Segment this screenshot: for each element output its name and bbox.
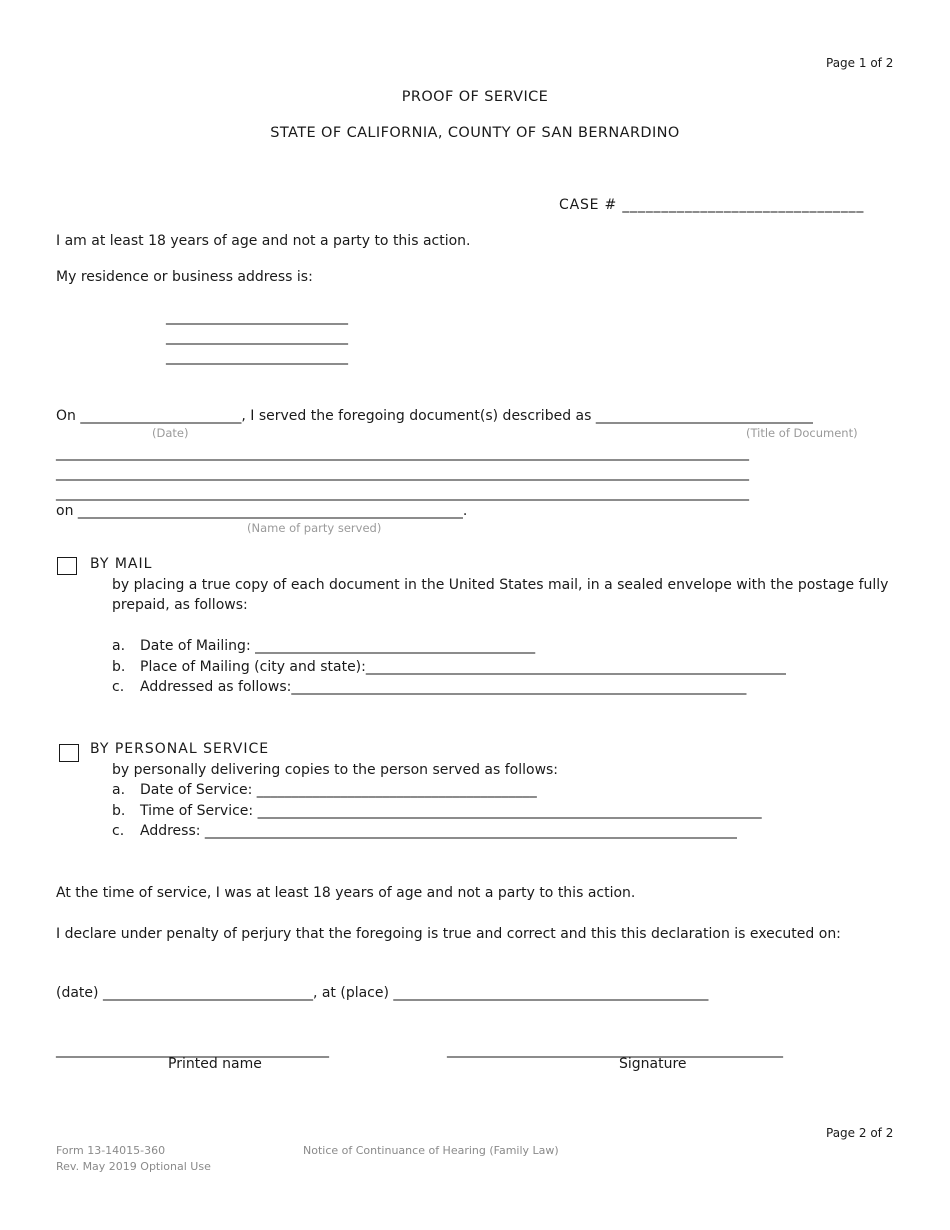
document-title-hint: (Title of Document) [746, 426, 858, 440]
addressed-as-follows-field[interactable]: Addressed as follows:_________________________________________________________________ [140, 679, 747, 695]
document-title: PROOF OF SERVICE [401, 89, 549, 105]
document-blank-line-3[interactable]: ___________________________________________________________________________________________________ [56, 485, 749, 501]
list-marker: c. [112, 823, 125, 839]
by-mail-checkbox[interactable] [57, 557, 77, 575]
by-personal-service-checkbox[interactable] [59, 744, 79, 762]
address-line-2[interactable]: __________________________ [166, 329, 348, 345]
list-marker: b. [112, 803, 126, 819]
printed-name-line[interactable]: _______________________________________ [56, 1042, 329, 1058]
signature-line[interactable]: ________________________________________________ [447, 1042, 783, 1058]
service-address-field[interactable]: Address: ____________________________________________________________________________ [140, 823, 737, 839]
by-personal-service-heading: BY PERSONAL SERVICE [90, 741, 270, 757]
document-subtitle: STATE OF CALIFORNIA, COUNTY OF SAN BERNARDINO [270, 125, 680, 141]
list-marker: a. [112, 782, 126, 798]
document-blank-line-1[interactable]: ___________________________________________________________________________________________________ [56, 445, 749, 461]
list-marker: b. [112, 659, 126, 675]
date-of-mailing-field[interactable]: Date of Mailing: ________________________________________ [140, 638, 536, 654]
address-line-1[interactable]: __________________________ [166, 309, 348, 325]
address-line-3[interactable]: __________________________ [166, 349, 348, 365]
list-marker: c. [112, 679, 125, 695]
by-mail-description-1: by placing a true copy of each document in the United States mail, in a sealed envelope with the postage fully [112, 577, 889, 593]
service-age-statement: At the time of service, I was at least 18 years of age and not a party to this action. [56, 885, 636, 901]
page-number-top: Page 1 of 2 [826, 56, 894, 70]
case-number-field[interactable]: CASE # _______________________________ [559, 197, 865, 213]
form-revision: Rev. May 2019 Optional Use [56, 1160, 211, 1173]
perjury-declaration: I declare under penalty of perjury that the foregoing is true and correct and this this declaration is executed on: [56, 926, 841, 942]
by-mail-description-2: prepaid, as follows: [112, 597, 248, 613]
form-title: Notice of Continuance of Hearing (Family Law) [303, 1144, 559, 1157]
document-blank-line-2[interactable]: ___________________________________________________________________________________________________ [56, 465, 749, 481]
form-number: Form 13-14015-360 [56, 1144, 166, 1157]
printed-name-label: Printed name [168, 1056, 262, 1072]
by-mail-heading: BY MAIL [90, 556, 153, 572]
date-of-service-field[interactable]: Date of Service: ________________________________________ [140, 782, 537, 798]
list-marker: a. [112, 638, 126, 654]
party-served-line[interactable]: on _______________________________________________________. [56, 503, 468, 519]
place-of-mailing-field[interactable]: Place of Mailing (city and state):____________________________________________________________ [140, 659, 786, 675]
execution-date-place-field[interactable]: (date) ______________________________, at (place) _____________________________________________ [56, 985, 709, 1001]
time-of-service-field[interactable]: Time of Service: ________________________________________________________________________ [140, 803, 762, 819]
address-label: My residence or business address is: [56, 269, 313, 285]
page-number-bottom: Page 2 of 2 [826, 1126, 894, 1140]
served-date-document-line[interactable]: On _______________________, I served the foregoing document(s) described as _______________________________ [56, 408, 813, 424]
age-statement: I am at least 18 years of age and not a party to this action. [56, 233, 471, 249]
date-hint: (Date) [152, 426, 189, 440]
by-personal-service-description: by personally delivering copies to the person served as follows: [112, 762, 559, 778]
party-served-hint: (Name of party served) [247, 521, 382, 535]
signature-label: Signature [619, 1056, 687, 1072]
